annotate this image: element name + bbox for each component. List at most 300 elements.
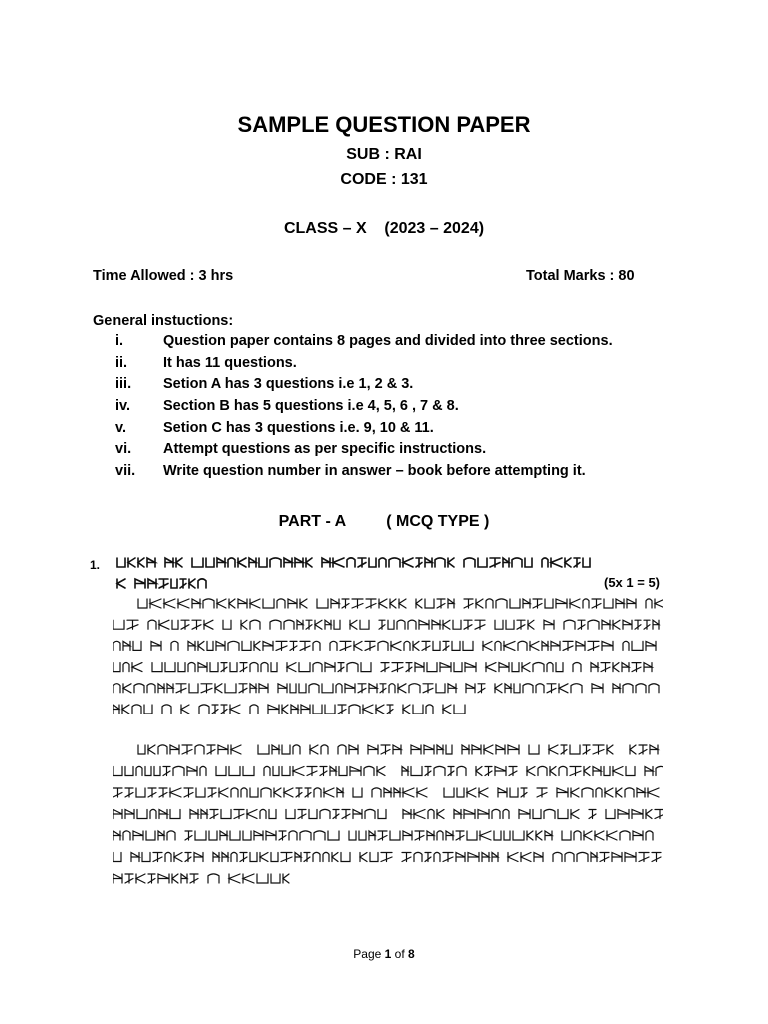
script-glyph — [593, 745, 604, 754]
script-glyph — [158, 745, 167, 754]
script-glyph — [636, 684, 646, 693]
script-glyph — [231, 745, 241, 754]
instruction-number: i. — [115, 333, 124, 349]
script-glyph — [152, 663, 162, 672]
script-glyph — [411, 767, 422, 776]
script-glyph — [415, 831, 424, 840]
script-glyph — [241, 620, 247, 629]
script-glyph — [138, 745, 145, 754]
script-glyph — [368, 745, 378, 754]
script-glyph — [533, 599, 542, 608]
script-glyph — [150, 599, 161, 608]
script-glyph — [284, 788, 293, 797]
script-glyph — [135, 579, 145, 588]
script-glyph — [591, 663, 598, 672]
subject-line: SUB : RAI — [346, 146, 422, 163]
script-glyph — [198, 641, 204, 650]
footer-current-page: 1 — [384, 947, 392, 961]
instruction-text: It has 11 questions. — [163, 354, 297, 371]
script-glyph — [495, 684, 502, 693]
script-glyph — [378, 831, 387, 840]
script-glyph — [425, 558, 432, 567]
script-glyph — [604, 767, 610, 776]
script-glyph — [254, 831, 263, 840]
script-glyph — [198, 579, 206, 588]
script-glyph — [219, 788, 228, 797]
script-glyph — [456, 853, 465, 862]
script-glyph — [266, 831, 276, 840]
script-glyph — [184, 788, 193, 797]
script-glyph — [440, 663, 451, 672]
script-glyph — [313, 663, 322, 672]
script-glyph — [230, 663, 237, 672]
script-glyph — [176, 558, 182, 567]
instruction-text: Section B has 5 questions i.e 4, 5, 6 , 7 & 8. — [163, 398, 459, 415]
script-glyph — [496, 745, 505, 754]
script-glyph — [506, 620, 514, 629]
script-glyph — [366, 599, 376, 608]
script-glyph — [123, 663, 129, 672]
script-glyph — [533, 663, 544, 672]
script-glyph — [269, 810, 276, 819]
script-glyph — [553, 852, 562, 861]
script-glyph — [301, 705, 310, 714]
script-glyph — [271, 663, 277, 672]
script-glyph — [229, 767, 240, 776]
script-glyph — [620, 831, 630, 840]
script-glyph — [284, 620, 294, 629]
script-glyph — [359, 831, 366, 840]
script-glyph — [134, 684, 144, 693]
script-glyph — [210, 663, 218, 672]
script-glyph — [286, 810, 295, 819]
instructions-heading: General instuctions: — [93, 313, 234, 329]
script-glyph — [113, 641, 120, 650]
script-glyph — [521, 788, 527, 797]
script-glyph — [394, 788, 400, 797]
script-glyph — [341, 853, 350, 862]
script-glyph — [424, 745, 434, 754]
script-glyph — [534, 853, 543, 862]
script-glyph — [328, 831, 339, 840]
part-label: PART - A — [278, 513, 347, 530]
script-glyph — [136, 874, 145, 883]
script-glyph — [123, 684, 131, 693]
script-glyph — [365, 641, 375, 650]
script-glyph — [467, 831, 477, 840]
script-glyph — [444, 788, 454, 797]
script-glyph — [551, 558, 562, 567]
script-glyph — [243, 831, 251, 840]
script-glyph — [360, 620, 369, 629]
script-glyph — [616, 788, 622, 797]
script-glyph — [504, 831, 510, 840]
script-glyph — [131, 853, 139, 862]
script-glyph — [314, 831, 325, 840]
script-glyph — [377, 767, 385, 776]
footer-prefix: Page — [353, 947, 385, 961]
script-glyph — [282, 745, 290, 754]
script-glyph — [379, 599, 387, 608]
script-glyph — [437, 599, 445, 608]
script-glyph — [250, 705, 258, 714]
script-glyph — [210, 810, 218, 819]
script-glyph — [147, 684, 155, 693]
instruction-number: vii. — [115, 463, 136, 480]
script-glyph — [113, 620, 124, 629]
script-glyph — [153, 853, 162, 862]
script-glyph — [492, 853, 498, 862]
script-glyph — [650, 745, 658, 754]
script-glyph — [533, 810, 541, 819]
script-glyph — [150, 809, 156, 818]
script-glyph — [176, 684, 186, 693]
passage-paragraph-1-script — [113, 594, 663, 714]
script-glyph — [605, 788, 613, 797]
script-glyph — [350, 767, 361, 776]
script-glyph — [517, 620, 525, 629]
script-glyph — [639, 745, 647, 754]
script-glyph — [238, 599, 247, 608]
script-glyph — [321, 745, 328, 754]
script-glyph — [495, 641, 501, 650]
script-glyph — [613, 620, 620, 629]
script-glyph — [423, 684, 433, 693]
script-glyph — [443, 641, 449, 650]
page-footer — [0, 947, 768, 961]
script-glyph — [330, 641, 337, 650]
script-glyph — [304, 853, 310, 862]
script-glyph — [234, 810, 244, 819]
script-glyph — [290, 684, 296, 693]
script-glyph — [333, 810, 339, 819]
script-glyph — [483, 641, 492, 650]
script-glyph — [513, 831, 524, 840]
script-glyph — [194, 853, 203, 862]
script-glyph — [339, 767, 347, 776]
academic-year: (2023 – 2024) — [384, 220, 485, 237]
script-glyph — [332, 853, 338, 862]
script-glyph — [299, 684, 306, 693]
script-glyph — [148, 579, 156, 588]
script-glyph — [623, 620, 632, 629]
script-glyph — [325, 705, 335, 714]
script-glyph — [413, 705, 423, 714]
script-glyph — [376, 705, 384, 714]
script-glyph — [652, 853, 661, 862]
script-glyph — [528, 620, 534, 629]
script-glyph — [334, 620, 340, 629]
script-glyph — [556, 663, 563, 672]
script-glyph — [527, 831, 533, 840]
script-glyph — [125, 767, 133, 776]
script-glyph — [225, 684, 236, 693]
script-glyph — [133, 831, 143, 840]
script-glyph — [462, 745, 469, 754]
instruction-text: Question paper contains 8 pages and divided into three sections. — [163, 333, 613, 349]
script-glyph — [263, 641, 273, 650]
script-glyph — [305, 788, 311, 797]
script-glyph — [330, 767, 336, 776]
script-glyph — [195, 831, 206, 840]
script-glyph — [499, 663, 509, 672]
script-glyph — [523, 599, 530, 608]
script-glyph — [230, 705, 240, 714]
script-glyph — [247, 810, 257, 819]
script-glyph — [403, 558, 413, 567]
script-glyph — [443, 620, 450, 629]
script-glyph — [623, 641, 629, 650]
script-glyph — [494, 831, 501, 840]
script-glyph — [388, 620, 394, 629]
script-glyph — [178, 599, 189, 608]
script-glyph — [113, 788, 122, 797]
script-glyph — [188, 663, 195, 672]
script-glyph — [113, 767, 122, 776]
script-glyph — [136, 766, 142, 775]
script-glyph — [261, 788, 271, 797]
script-glyph — [151, 641, 161, 650]
script-glyph — [144, 705, 152, 714]
script-glyph — [476, 599, 483, 608]
script-glyph — [206, 558, 214, 567]
script-glyph — [414, 810, 425, 819]
script-glyph — [299, 663, 310, 672]
script-glyph — [283, 874, 289, 883]
script-glyph — [428, 809, 434, 818]
script-glyph — [397, 620, 405, 629]
script-glyph — [349, 745, 358, 754]
script-glyph — [613, 767, 623, 776]
script-glyph — [158, 684, 164, 693]
script-glyph — [361, 663, 371, 672]
script-glyph — [457, 766, 466, 775]
script-glyph — [613, 684, 620, 693]
script-glyph — [589, 810, 596, 819]
script-glyph — [633, 831, 643, 840]
script-glyph — [563, 641, 573, 650]
class-line — [0, 220, 768, 238]
script-glyph — [503, 558, 509, 567]
script-glyph — [646, 810, 652, 819]
script-glyph — [381, 663, 389, 672]
script-glyph — [165, 663, 175, 672]
script-glyph — [159, 620, 169, 629]
script-glyph — [342, 810, 350, 819]
script-glyph — [231, 788, 238, 797]
script-glyph — [537, 788, 547, 797]
script-glyph — [399, 599, 406, 608]
script-glyph — [448, 767, 454, 776]
script-glyph — [490, 558, 500, 567]
script-glyph — [293, 767, 304, 776]
script-glyph — [322, 558, 330, 567]
script-glyph — [425, 599, 434, 608]
script-glyph — [263, 599, 274, 608]
script-glyph — [389, 684, 395, 693]
part-type: ( MCQ TYPE ) — [386, 513, 490, 530]
script-glyph — [484, 745, 493, 754]
script-glyph — [406, 663, 412, 672]
script-glyph — [425, 853, 431, 862]
script-glyph — [637, 788, 645, 797]
script-glyph — [137, 810, 147, 819]
script-glyph — [216, 641, 225, 650]
script-glyph — [147, 558, 155, 567]
script-glyph — [323, 852, 329, 861]
script-glyph — [360, 853, 367, 862]
script-glyph — [390, 831, 400, 840]
script-glyph — [446, 745, 452, 754]
script-glyph — [454, 810, 461, 819]
script-glyph — [231, 852, 237, 861]
script-glyph — [146, 831, 155, 840]
script-glyph — [358, 558, 366, 567]
script-glyph — [159, 788, 167, 797]
script-glyph — [306, 620, 312, 629]
script-glyph — [203, 599, 214, 608]
script-glyph — [279, 831, 286, 840]
script-glyph — [403, 788, 414, 797]
script-glyph — [204, 620, 213, 629]
script-glyph — [172, 620, 178, 629]
script-glyph — [297, 620, 303, 629]
script-glyph — [276, 641, 287, 650]
script-glyph — [198, 663, 207, 672]
script-glyph — [646, 599, 652, 608]
script-glyph — [564, 620, 575, 629]
instruction-number: vi. — [115, 441, 132, 458]
script-glyph — [271, 853, 278, 862]
script-glyph — [273, 767, 279, 776]
script-glyph — [338, 663, 344, 672]
script-glyph — [213, 853, 219, 862]
script-glyph — [182, 745, 192, 754]
script-glyph — [422, 641, 430, 650]
script-glyph — [588, 620, 599, 629]
script-glyph — [310, 745, 318, 754]
code-line: CODE : 131 — [340, 171, 428, 188]
script-glyph — [527, 767, 535, 776]
script-glyph — [221, 705, 227, 714]
script-glyph — [195, 745, 204, 754]
script-glyph — [315, 620, 322, 629]
script-glyph — [336, 684, 342, 693]
script-glyph — [163, 767, 170, 776]
script-glyph — [242, 641, 251, 650]
script-glyph — [544, 809, 555, 818]
script-glyph — [404, 641, 410, 650]
script-glyph — [512, 558, 522, 567]
script-glyph — [300, 831, 311, 840]
script-glyph — [337, 788, 343, 797]
script-glyph — [595, 831, 604, 840]
script-glyph — [347, 558, 355, 567]
script-glyph — [290, 641, 297, 650]
script-glyph — [551, 641, 560, 650]
script-glyph — [558, 810, 568, 819]
script-glyph — [138, 558, 144, 567]
script-glyph — [190, 874, 198, 883]
script-glyph — [200, 766, 206, 775]
script-glyph — [270, 620, 281, 629]
script-glyph — [437, 831, 443, 840]
script-glyph — [398, 684, 406, 693]
script-glyph — [300, 599, 307, 608]
instruction-number: iii. — [115, 376, 132, 393]
script-glyph — [656, 766, 663, 775]
script-glyph — [402, 853, 411, 862]
script-glyph — [188, 641, 195, 650]
script-glyph — [364, 766, 374, 775]
script-glyph — [495, 620, 503, 629]
script-glyph — [467, 788, 476, 797]
script-glyph — [525, 558, 532, 567]
script-glyph — [189, 684, 198, 693]
script-glyph — [271, 874, 280, 883]
question-number: 1. — [90, 558, 101, 572]
script-glyph — [349, 831, 356, 840]
script-glyph — [181, 705, 189, 714]
script-glyph — [369, 831, 375, 840]
script-glyph — [482, 853, 489, 862]
script-glyph — [403, 810, 411, 819]
script-glyph — [307, 767, 317, 776]
script-glyph — [218, 745, 228, 754]
script-glyph — [505, 684, 511, 693]
total-marks: Total Marks : 80 — [526, 268, 635, 284]
script-glyph — [220, 831, 227, 840]
script-glyph — [530, 641, 539, 650]
script-glyph — [324, 788, 334, 797]
question-heading-script — [113, 553, 633, 595]
script-glyph — [393, 745, 401, 754]
script-glyph — [518, 641, 527, 650]
script-glyph — [250, 663, 258, 672]
script-glyph — [607, 831, 617, 840]
script-glyph — [443, 853, 453, 862]
script-glyph — [635, 620, 641, 629]
script-glyph — [353, 788, 362, 797]
script-glyph — [287, 663, 296, 672]
script-glyph — [117, 558, 125, 567]
script-glyph — [113, 705, 119, 714]
script-glyph — [529, 745, 539, 754]
script-glyph — [381, 745, 390, 754]
script-glyph — [372, 788, 381, 797]
script-glyph — [369, 558, 376, 567]
script-glyph — [217, 599, 226, 608]
script-glyph — [419, 620, 429, 629]
script-glyph — [574, 558, 580, 567]
script-glyph — [627, 599, 636, 608]
script-glyph — [559, 684, 568, 693]
script-glyph — [623, 684, 633, 693]
script-glyph — [113, 663, 120, 672]
script-glyph — [172, 874, 178, 883]
script-glyph — [607, 745, 613, 754]
script-glyph — [464, 620, 472, 629]
script-glyph — [154, 767, 160, 776]
script-glyph — [626, 767, 635, 776]
script-glyph — [125, 810, 134, 819]
script-glyph — [229, 599, 235, 608]
script-glyph — [322, 684, 333, 693]
script-glyph — [521, 853, 531, 862]
script-glyph — [510, 788, 518, 797]
script-glyph — [209, 831, 217, 840]
script-glyph — [582, 788, 593, 797]
